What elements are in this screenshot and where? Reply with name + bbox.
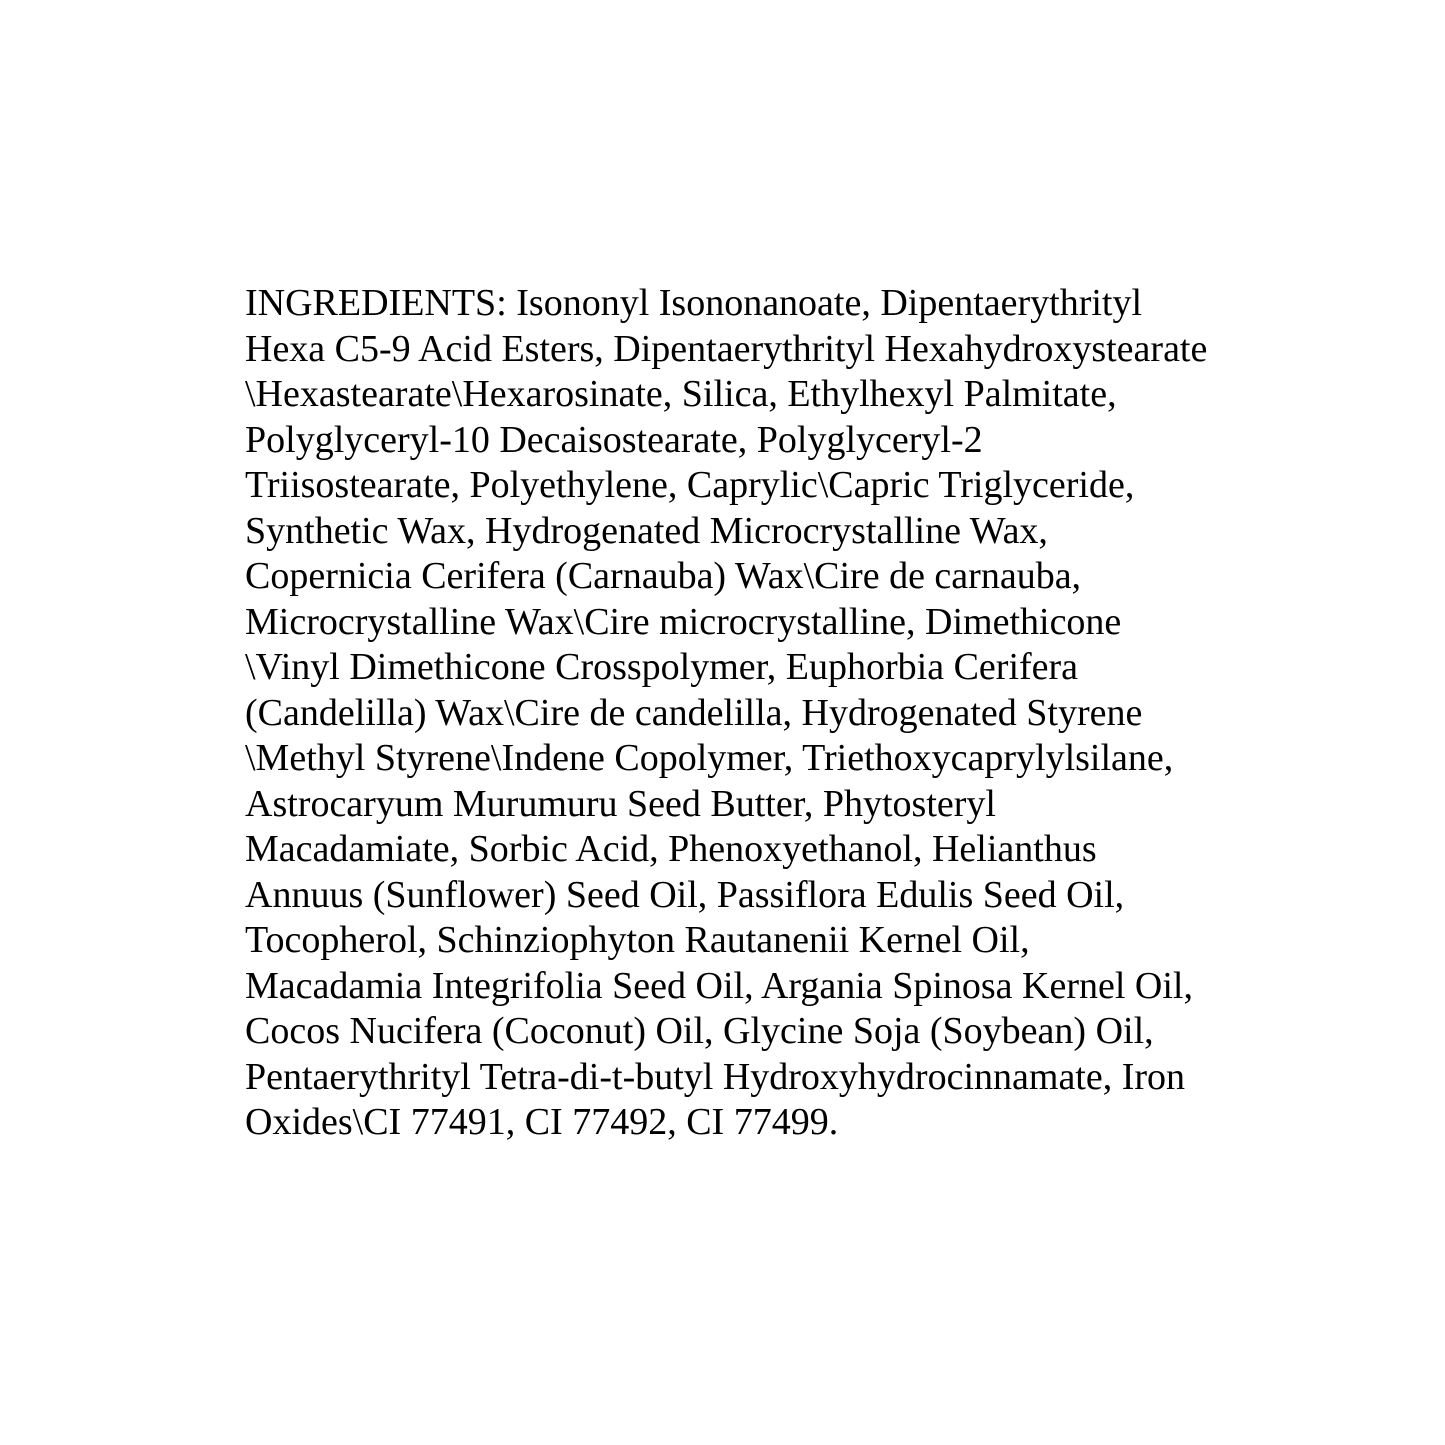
ingredients-line: Annuus (Sunflower) Seed Oil, Passiflora Edulis Seed Oil, [245, 873, 1125, 916]
ingredients-line: Oxides\CI 77491, CI 77492, CI 77499. [245, 1101, 839, 1143]
ingredients-line: Macadamiate, Sorbic Acid, Phenoxyethanol, Helianthus [245, 828, 1097, 870]
ingredients-line: \Methyl Styrene\Indene Copolymer, Triethoxycaprylylsilane, [245, 737, 1174, 779]
ingredients-line: Macadamia Integrifolia Seed Oil, Argania Spinosa Kernel Oil, [245, 964, 1193, 1007]
ingredients-line: Cocos Nucifera (Coconut) Oil, Glycine Soja (Soybean) Oil, [245, 1010, 1154, 1052]
ingredients-line: Triisostearate, Polyethylene, Caprylic\Capric Triglyceride, [245, 464, 1135, 506]
ingredients-line: \Hexastearate\Hexarosinate, Silica, Ethylhexyl Palmitate, [245, 373, 1117, 415]
ingredients-line: Microcrystalline Wax\Cire microcrystalline, Dimethicone [245, 600, 1122, 643]
ingredients-line: Tocopherol, Schinziophyton Rautanenii Kernel Oil, [245, 919, 1030, 961]
ingredients-line: (Candelilla) Wax\Cire de candelilla, Hydrogenated Styrene [245, 691, 1143, 734]
ingredients-line: Pentaerythrityl Tetra-di-t-butyl Hydroxyhydrocinnamate, Iron [245, 1055, 1186, 1098]
ingredients-line: Copernicia Cerifera (Carnauba) Wax\Cire de carnauba, [245, 555, 1082, 597]
ingredients-line: Hexa C5-9 Acid Esters, Dipentaerythrityl Hexahydroxystearate [245, 327, 1208, 370]
ingredients-line: \Vinyl Dimethicone Crosspolymer, Euphorbia Cerifera [245, 646, 1079, 688]
ingredients-line: INGREDIENTS: Isononyl Isononanoate, Dipentaerythrityl [245, 282, 1143, 324]
ingredients-line: Polyglyceryl-10 Decaisostearate, Polyglyceryl-2 [245, 418, 983, 461]
ingredients-line: Synthetic Wax, Hydrogenated Microcrystalline Wax, [245, 509, 1048, 552]
ingredients-text-block [245, 281, 1220, 1146]
ingredients-line: Astrocaryum Murumuru Seed Butter, Phytosteryl [245, 782, 996, 825]
